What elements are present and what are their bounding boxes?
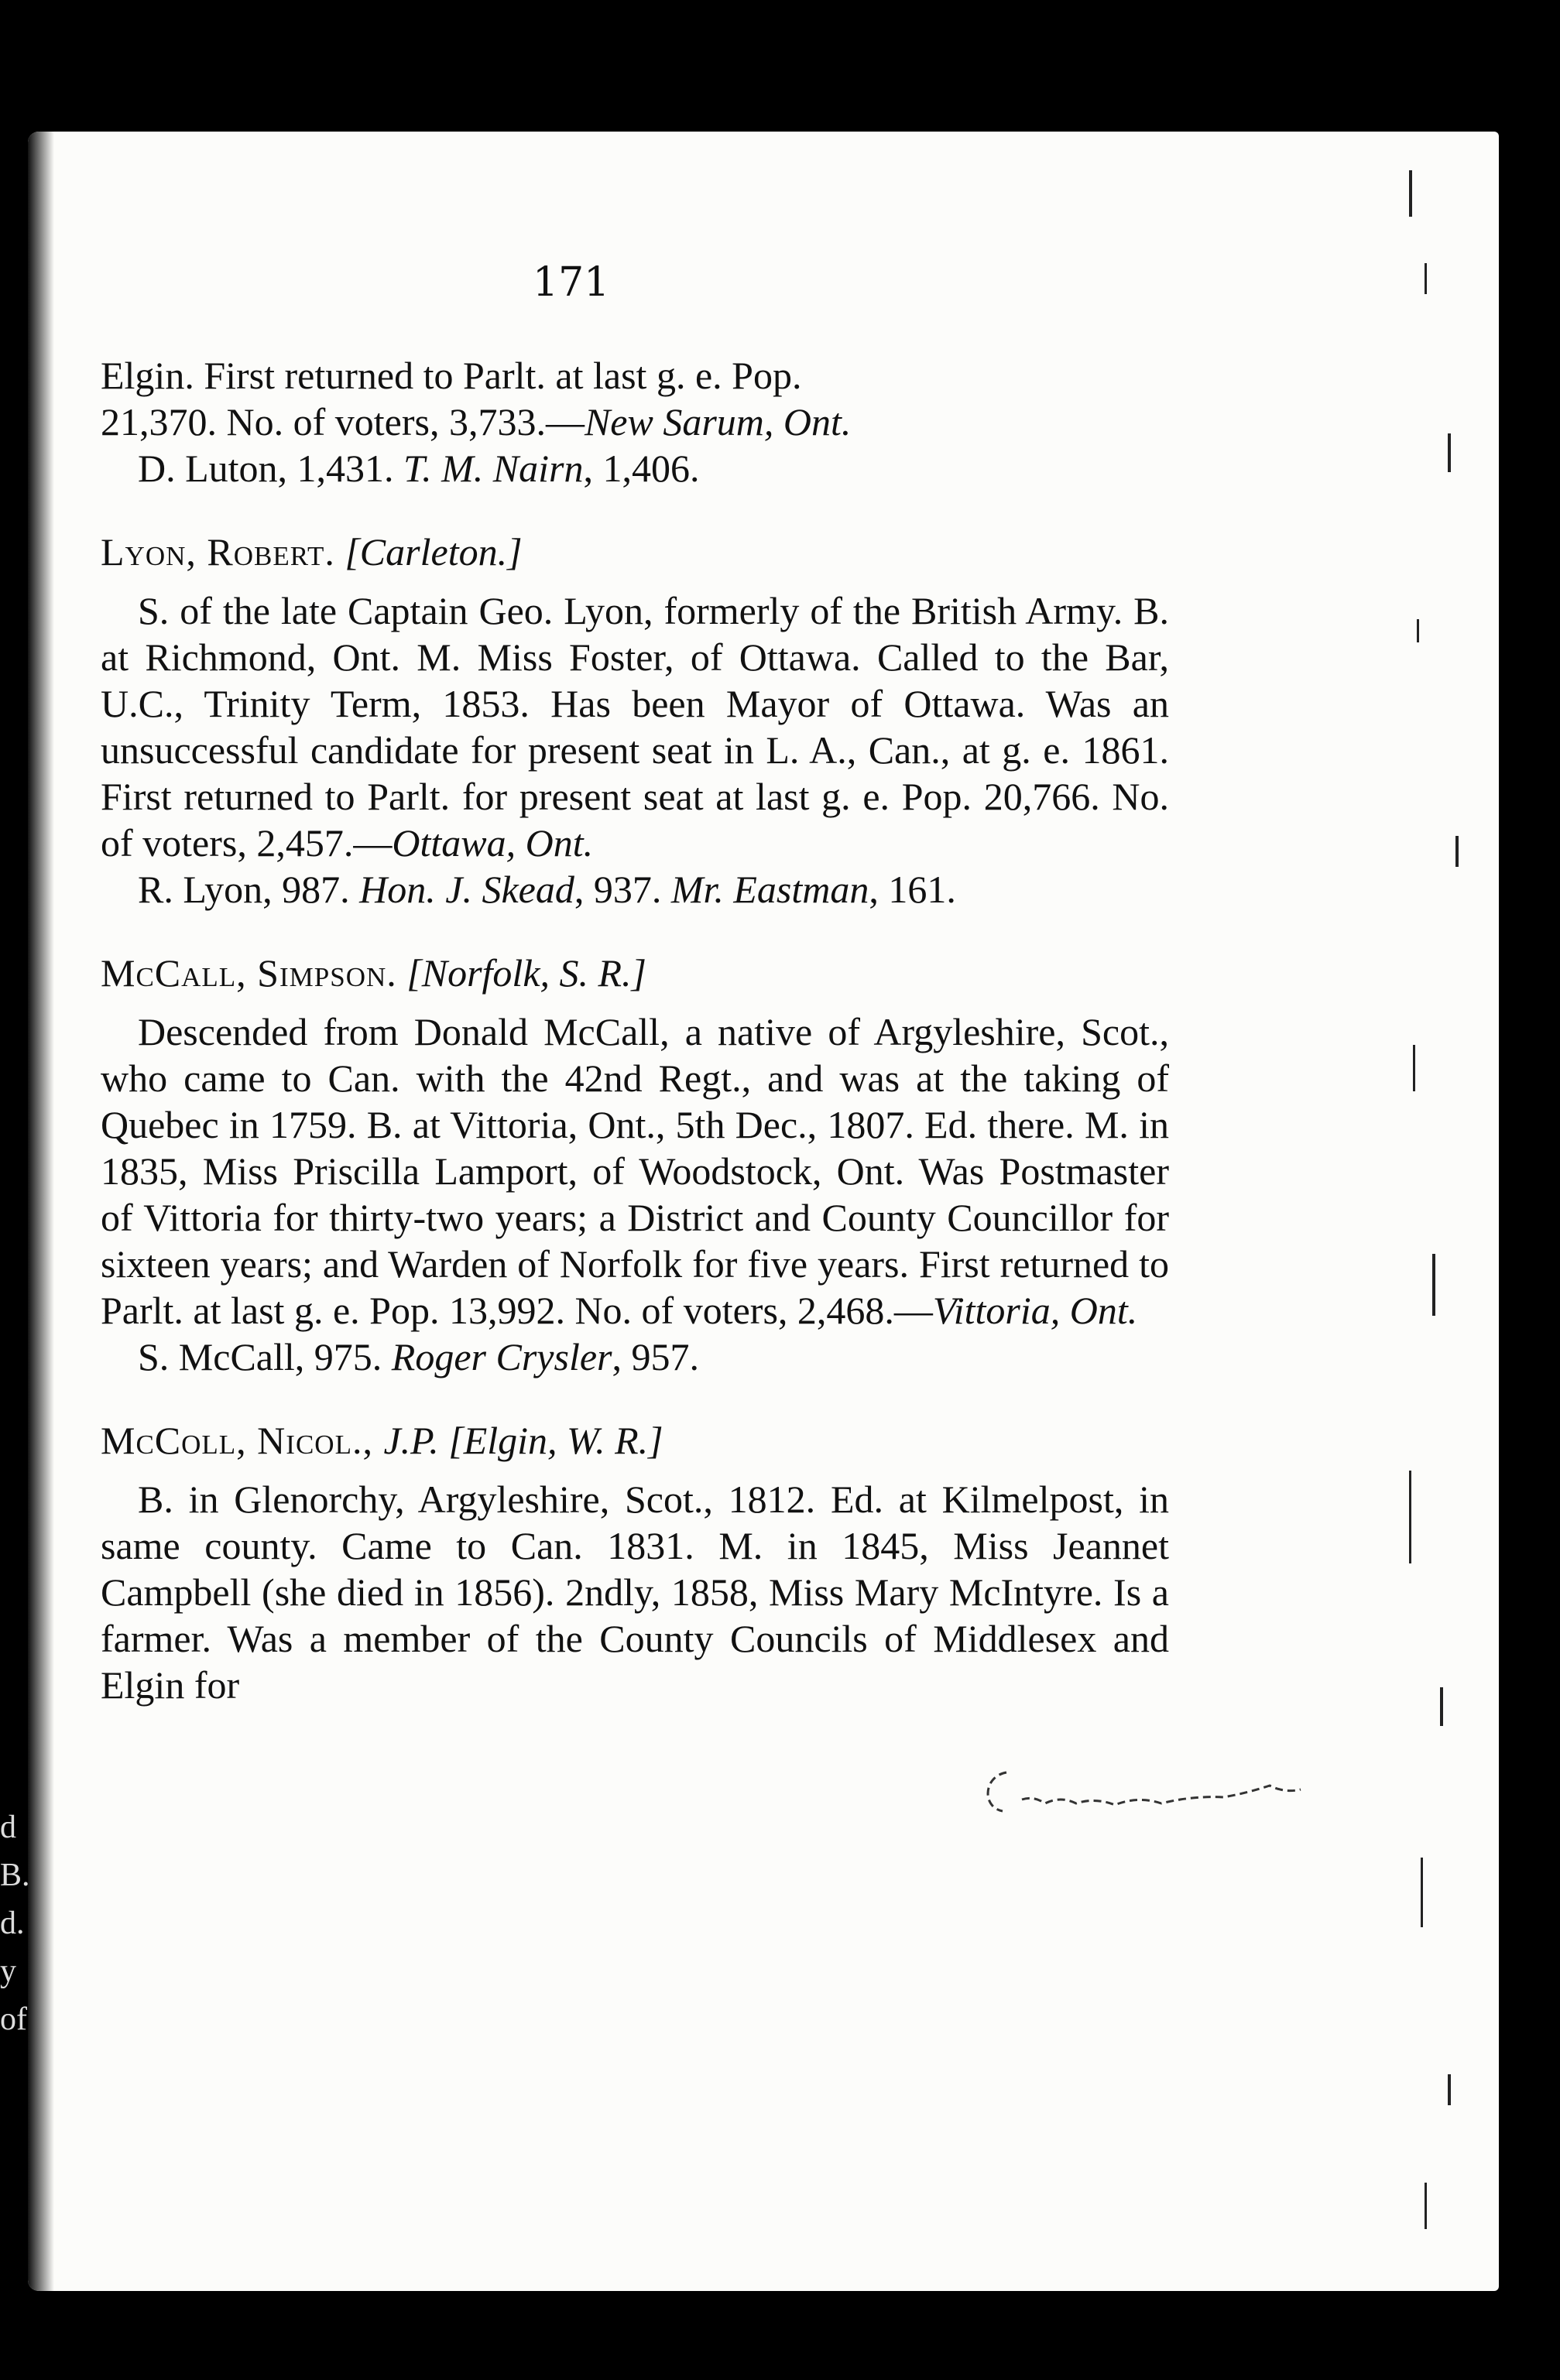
entry-mccall xyxy=(101,950,1169,1380)
fragment-text: of xyxy=(0,2002,27,2037)
entry-mccoll xyxy=(101,1417,1169,1708)
entry-heading xyxy=(101,950,1169,996)
entry-body-text: Descended from Donald McCall, a native of Argyleshire, Scot., who came to Can. with the 42nd Regt., and was at the taking of Quebec in 1759. B. at Vittoria, Ont., 5th Dec., 1807. Ed. there. M. in 1835, Miss Priscilla Lamport, of Woodstock, Ont. Was Postmaster of Vittoria for thirty-two years; a District and County Councillor for sixteen years; and Warden of Norfolk for five years. First returned to Parlt. at last g. e. Pop. 13,992. No. of voters, 2,468.— xyxy=(101,1010,1169,1332)
entry-place: Ottawa, Ont. xyxy=(392,821,594,865)
vote-name: R. Lyon, 987. xyxy=(138,868,360,911)
entry-title: J.P. xyxy=(383,1419,439,1462)
entry-place: Vittoria, Ont. xyxy=(932,1289,1138,1332)
continuation-line xyxy=(101,399,1169,445)
fragment-text: d. xyxy=(0,1906,25,1941)
vote-name: T. M. Nairn xyxy=(403,447,584,490)
entry-name: McCall, Simpson. xyxy=(101,951,397,995)
entry-body xyxy=(101,1476,1169,1708)
vote-count: , 937. xyxy=(574,868,671,911)
vote-name: Mr. Eastman xyxy=(670,868,869,911)
handwritten-annotation xyxy=(975,1765,1347,1819)
entry-lyon xyxy=(101,529,1169,913)
fragment-text: B. xyxy=(0,1858,30,1893)
vote-name: D. Luton xyxy=(138,447,278,490)
page-gutter-shadow xyxy=(28,132,54,2291)
vote-count: , 1,406. xyxy=(583,447,700,490)
vote-name: Hon. J. Skead xyxy=(359,868,574,911)
entry-votes xyxy=(101,1334,1169,1380)
entry-votes xyxy=(101,866,1169,913)
continuation-place: New Sarum, Ont. xyxy=(584,400,852,443)
entry-heading xyxy=(101,1417,1169,1464)
entry-body xyxy=(101,587,1169,866)
page-text xyxy=(101,352,1169,1708)
entry-body-text: S. of the late Captain Geo. Lyon, formerly of the British Army. B. at Richmond, Ont. M. Miss Foster, of Ottawa. Called to the Bar, U.C., Trinity Term, 1853. Has been Mayor of Ottawa. Was an unsuccessful candidate for present seat in L. A., Can., at g. e. 1861. First returned to Parlt. for present seat at last g. e. Pop. 20,766. No. of voters, 2,457.— xyxy=(101,589,1169,865)
vote-name: Roger Crysler xyxy=(391,1335,612,1378)
entry-constituency: [Elgin, W. R.] xyxy=(448,1419,663,1462)
entry-constituency: [Carleton.] xyxy=(345,530,523,574)
margin-specks xyxy=(1401,155,1471,2245)
vote-count: , 161. xyxy=(869,868,956,911)
entry-constituency: [Norfolk, S. R.] xyxy=(406,951,647,995)
facing-page-fragments xyxy=(0,1803,31,2043)
fragment-text: y xyxy=(0,1954,16,1989)
vote-name: S. McCall, 975. xyxy=(138,1335,392,1378)
continuation-line: Elgin. First returned to Parlt. at last g. e. Pop. xyxy=(101,354,802,397)
fragment-text: d xyxy=(0,1810,16,1845)
entry-body-text: B. in Glenorchy, Argyleshire, Scot., 1812. Ed. at Kilmelpost, in same county. Came to Can. 1831. M. in 1845, Miss Jeannet Campbell (she died in 1856). 2ndly, 1858, Miss Mary McIntyre. Is a farmer. Was a member of the County Councils of Middlesex and Elgin for xyxy=(101,1478,1169,1707)
continuation-text: 21,370. No. of voters, 3,733.— xyxy=(101,400,585,443)
entry-name: Lyon, Robert. xyxy=(101,530,335,574)
continuation-entry xyxy=(101,352,1169,491)
entry-name: McColl, Nicol., xyxy=(101,1419,384,1462)
vote-count: , 1,431. xyxy=(277,447,404,490)
vote-count: , 957. xyxy=(612,1335,699,1378)
entry-heading xyxy=(101,529,1169,575)
entry-body xyxy=(101,1009,1169,1334)
continuation-votes xyxy=(101,445,1169,491)
page-number: 171 xyxy=(533,259,610,306)
